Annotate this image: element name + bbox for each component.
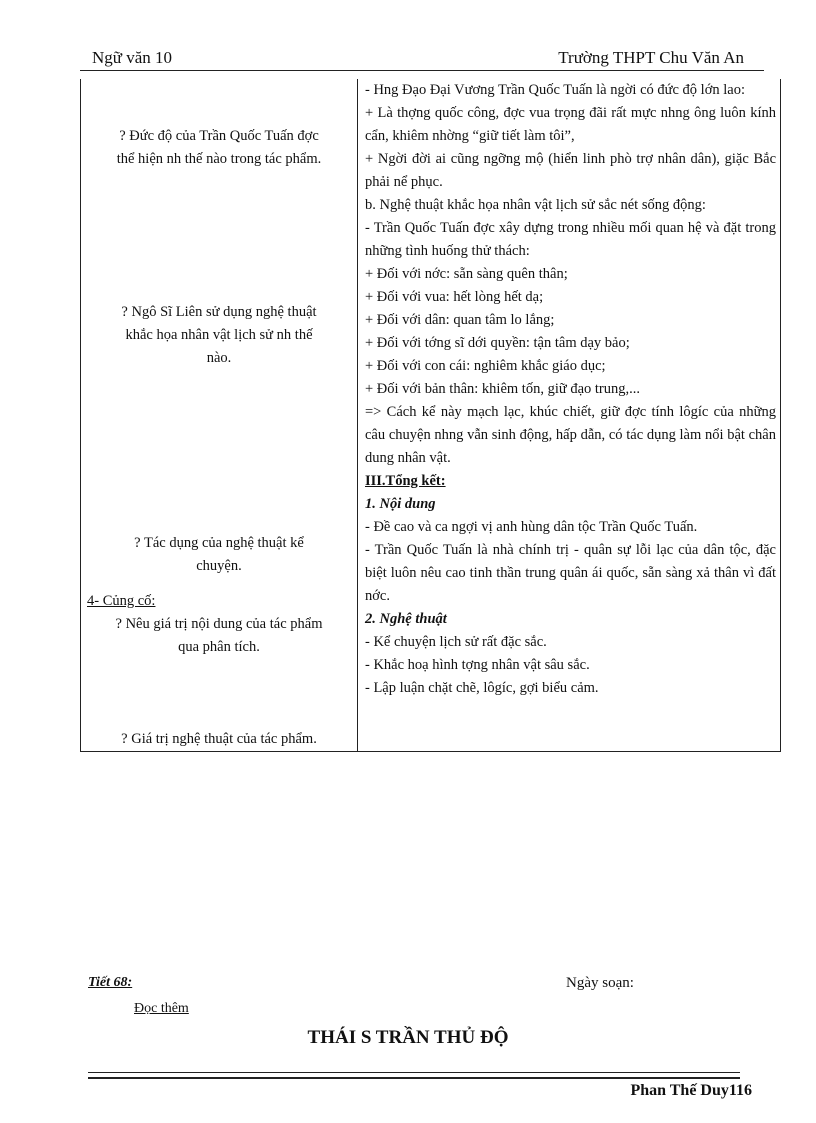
tong-ket-heading: III.Tổng kết: (365, 473, 446, 489)
header-subject: Ngữ văn 10 (92, 48, 173, 67)
answer-paragraph: + Đối với tớng sĩ dới quyền: tận tâm dạy bảo; (365, 335, 630, 351)
answer-paragraph: + Đối với con cái: nghiêm khắc giáo dục; (365, 358, 606, 374)
answer-paragraph: - Kể chuyện lịch sử rất đặc sắc. (365, 634, 547, 650)
footer-rule-thick (88, 1077, 740, 1079)
tiet-label: Tiết 68: (88, 975, 133, 990)
nghe-thuat-heading: 2. Nghệ thuật (365, 611, 447, 627)
answer-paragraph: b. Nghệ thuật khắc họa nhân vật lịch sử sắc nét sống động: (365, 197, 706, 213)
ngay-soan-label: Ngày soạn: (566, 975, 634, 991)
answer-paragraph: => Cách kể này mạch lạc, khúc chiết, giữ đợc tính lôgíc của những câu chuyện nhng vẫn sinh động, hấp dẫn, có tác dụng làm nổi bật chân dung nhân vật. (365, 404, 776, 466)
answer-paragraph: + Đối với dân: quan tâm lo lắng; (365, 312, 555, 328)
lesson-table (80, 79, 781, 752)
lesson-title: THÁI S TRẦN THỦ ĐỘ (307, 1027, 509, 1048)
question-line: ? Nêu giá trị nội dung của tác phẩm (115, 616, 323, 632)
answer-paragraph: - Trần Quốc Tuấn là nhà chính trị - quân sự lỗi lạc của dân tộc, đặc biệt luôn nêu cao tinh thần trung quân ái quốc, sẵn sàng xả thân vì đất nớc. (365, 542, 776, 604)
question-line: qua phân tích. (178, 639, 260, 655)
footer-author: Phan Thế Duy116 (630, 1082, 752, 1099)
noi-dung-heading: 1. Nội dung (365, 496, 436, 512)
answer-paragraph: - Hng Đạo Đại Vương Trần Quốc Tuấn là ngời có đức độ lớn lao: (365, 82, 745, 98)
table-row (81, 79, 781, 752)
question-line: nào. (206, 350, 232, 366)
header-school: Trường THPT Chu Văn An (558, 48, 744, 67)
question-line: khắc họa nhân vật lịch sử nh thế (125, 327, 313, 343)
answer-paragraph: + Đối với nớc: sẵn sàng quên thân; (365, 266, 568, 282)
answer-column (358, 79, 781, 752)
question-column (81, 79, 358, 752)
footer-rule-thin (88, 1072, 740, 1073)
answer-paragraph: - Trần Quốc Tuấn đợc xây dựng trong nhiều mối quan hệ và đặt trong những tình huống thử thách: (365, 220, 776, 259)
question-line: ? Ngô Sĩ Liên sử dụng nghệ thuật (121, 304, 317, 320)
cung-co-heading: 4- Củng cố: (87, 593, 156, 609)
question-line: ? Đức độ của Trần Quốc Tuấn đợc (119, 128, 319, 144)
answer-paragraph: + Đối với bản thân: khiêm tốn, giữ đạo trung,... (365, 381, 641, 397)
answer-paragraph: - Đề cao và ca ngợi vị anh hùng dân tộc Trần Quốc Tuấn. (365, 519, 698, 535)
answer-paragraph: - Khắc hoạ hình tợng nhân vật sâu sắc. (365, 657, 590, 673)
header-rule (80, 70, 764, 71)
answer-paragraph: + Đối với vua: hết lòng hết dạ; (365, 289, 544, 305)
question-line: ? Giá trị nghệ thuật của tác phẩm. (121, 731, 317, 747)
question-line: thể hiện nh thế nào trong tác phẩm. (116, 151, 322, 167)
answer-paragraph: - Lập luận chặt chẽ, lôgíc, gợi biểu cảm. (365, 680, 599, 696)
answer-paragraph: + Ngời đời ai cũng ngỡng mộ (hiển linh phò trợ nhân dân), giặc Bắc phải nể phục. (365, 151, 776, 190)
doc-them-label: Đọc thêm (134, 1001, 189, 1016)
answer-paragraph: + Là thợng quốc công, đợc vua trọng đãi rất mực nhng ông luôn kính cẩn, khiêm nhờng “giữ tiết làm tôi”, (365, 105, 776, 144)
question-line: chuyện. (196, 558, 242, 574)
question-line: ? Tác dụng của nghệ thuật kể (134, 535, 304, 551)
